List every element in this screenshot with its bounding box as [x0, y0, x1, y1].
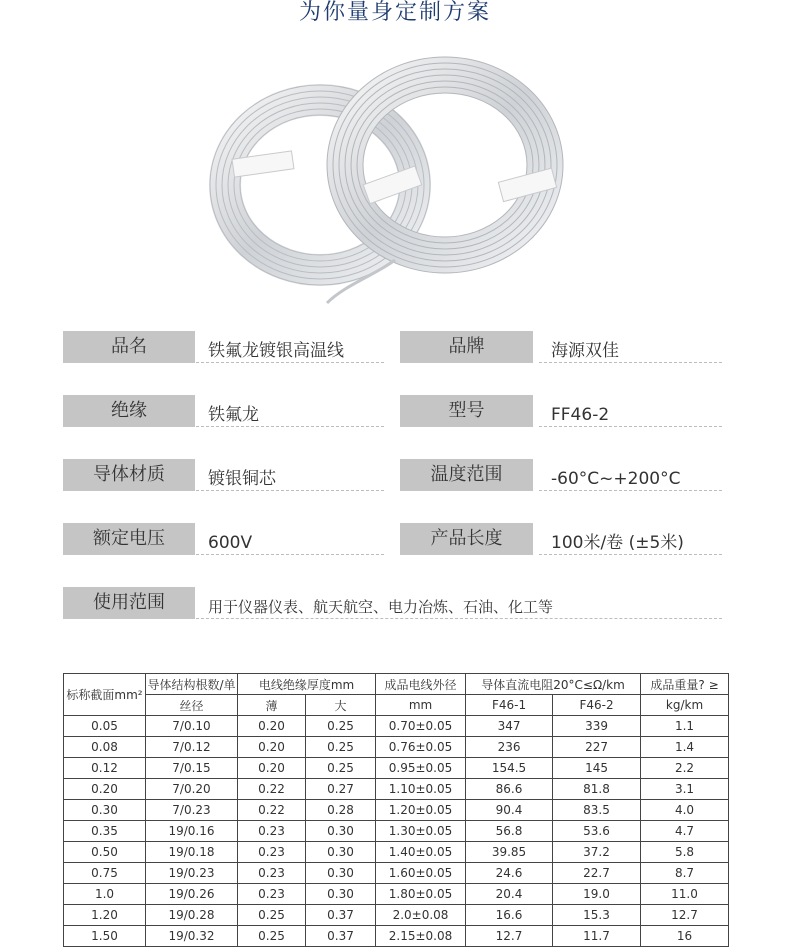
table-cell: 19.0	[553, 884, 641, 905]
table-cell: 19/0.18	[146, 842, 238, 863]
table-cell: 3.1	[641, 779, 729, 800]
table-cell: 5.8	[641, 842, 729, 863]
table-cell: 154.5	[466, 758, 553, 779]
table-cell: 16	[641, 926, 729, 947]
table-cell: 0.27	[306, 779, 376, 800]
table-cell: 4.7	[641, 821, 729, 842]
table-cell: 0.08	[64, 737, 146, 758]
table-row	[64, 905, 729, 926]
header-f46-1: F46-1	[466, 695, 553, 716]
table-cell: 0.30	[306, 884, 376, 905]
table-cell: 0.12	[64, 758, 146, 779]
table-cell: 15.3	[553, 905, 641, 926]
table-cell: 0.50	[64, 842, 146, 863]
header-f46-2: F46-2	[553, 695, 641, 716]
spec-value-model: FF46-2	[539, 395, 722, 427]
table-cell: 7/0.12	[146, 737, 238, 758]
table-cell: 12.7	[641, 905, 729, 926]
header-outer-diameter: 成品电线外径	[376, 674, 466, 695]
table-cell: 0.22	[238, 800, 306, 821]
table-cell: 19/0.23	[146, 863, 238, 884]
table-cell: 0.28	[306, 800, 376, 821]
table-cell: 1.50	[64, 926, 146, 947]
spec-table-body	[64, 716, 729, 947]
wire-coil-image	[205, 45, 585, 315]
table-cell: 56.8	[466, 821, 553, 842]
table-cell: 22.7	[553, 863, 641, 884]
table-cell: 16.6	[466, 905, 553, 926]
table-cell: 0.25	[306, 758, 376, 779]
spec-label-length: 产品长度	[400, 523, 533, 555]
table-cell: 2.15±0.08	[376, 926, 466, 947]
table-cell: 1.0	[64, 884, 146, 905]
spec-value-insulation: 铁氟龙	[196, 395, 384, 427]
table-cell: 7/0.15	[146, 758, 238, 779]
spec-label-insulation: 绝缘	[63, 395, 195, 427]
table-row	[64, 926, 729, 947]
table-cell: 0.95±0.05	[376, 758, 466, 779]
spec-label-product-name: 品名	[63, 331, 195, 363]
table-row	[64, 716, 729, 737]
table-cell: 86.6	[466, 779, 553, 800]
table-cell: 0.37	[306, 926, 376, 947]
spec-value-voltage: 600V	[196, 523, 384, 555]
table-cell: 0.75	[64, 863, 146, 884]
table-cell: 0.23	[238, 863, 306, 884]
table-cell: 1.40±0.05	[376, 842, 466, 863]
table-cell: 0.30	[64, 800, 146, 821]
spec-label-brand: 品牌	[400, 331, 533, 363]
table-cell: 145	[553, 758, 641, 779]
table-cell: 0.23	[238, 821, 306, 842]
table-cell: 0.23	[238, 884, 306, 905]
spec-value-length: 100米/卷 (±5米)	[539, 523, 722, 555]
header-structure: 导体结构根数/单	[146, 674, 238, 695]
spec-label-conductor: 导体材质	[63, 459, 195, 491]
page-title: 为你量身定制方案	[298, 0, 491, 25]
table-cell: 24.6	[466, 863, 553, 884]
table-row	[64, 800, 729, 821]
table-cell: 1.60±0.05	[376, 863, 466, 884]
header-thin: 薄	[238, 695, 306, 716]
header-outer-diameter-unit: mm	[376, 695, 466, 716]
table-row	[64, 758, 729, 779]
table-cell: 19/0.28	[146, 905, 238, 926]
spec-value-temperature: -60°C~+200°C	[539, 459, 722, 491]
header-weight-unit: kg/km	[641, 695, 729, 716]
table-cell: 7/0.23	[146, 800, 238, 821]
header-resistance: 导体直流电阻20°C≤Ω/km	[466, 674, 641, 695]
table-cell: 7/0.10	[146, 716, 238, 737]
table-cell: 0.20	[238, 737, 306, 758]
table-cell: 11.7	[553, 926, 641, 947]
header-weight: 成品重量? ≥	[641, 674, 729, 695]
table-cell: 0.05	[64, 716, 146, 737]
table-cell: 1.20±0.05	[376, 800, 466, 821]
table-cell: 0.37	[306, 905, 376, 926]
table-cell: 7/0.20	[146, 779, 238, 800]
table-cell: 0.20	[238, 758, 306, 779]
spec-label-model: 型号	[400, 395, 533, 427]
table-cell: 12.7	[466, 926, 553, 947]
table-cell: 0.20	[238, 716, 306, 737]
table-cell: 2.0±0.08	[376, 905, 466, 926]
table-cell: 81.8	[553, 779, 641, 800]
header-thick: 大	[306, 695, 376, 716]
table-cell: 0.35	[64, 821, 146, 842]
table-cell: 1.1	[641, 716, 729, 737]
spec-label-usage: 使用范围	[63, 587, 195, 619]
table-cell: 11.0	[641, 884, 729, 905]
table-cell: 0.30	[306, 863, 376, 884]
table-cell: 0.22	[238, 779, 306, 800]
table-row	[64, 821, 729, 842]
table-cell: 0.30	[306, 821, 376, 842]
table-cell: 19/0.16	[146, 821, 238, 842]
table-row	[64, 884, 729, 905]
table-cell: 8.7	[641, 863, 729, 884]
table-cell: 0.25	[238, 926, 306, 947]
header-insulation: 电线绝缘厚度mm	[238, 674, 376, 695]
table-cell: 0.25	[306, 716, 376, 737]
table-cell: 19/0.32	[146, 926, 238, 947]
table-cell: 227	[553, 737, 641, 758]
table-row	[64, 842, 729, 863]
table-cell: 236	[466, 737, 553, 758]
table-cell: 1.30±0.05	[376, 821, 466, 842]
spec-value-product-name: 铁氟龙镀银高温线	[196, 331, 384, 363]
table-cell: 0.30	[306, 842, 376, 863]
spec-value-conductor: 镀银铜芯	[196, 459, 384, 491]
table-row	[64, 779, 729, 800]
header-structure-sub: 丝径	[146, 695, 238, 716]
spec-table	[63, 673, 729, 947]
table-cell: 0.25	[306, 737, 376, 758]
spec-label-temperature: 温度范围	[400, 459, 533, 491]
table-cell: 39.85	[466, 842, 553, 863]
table-cell: 1.4	[641, 737, 729, 758]
table-cell: 83.5	[553, 800, 641, 821]
table-cell: 20.4	[466, 884, 553, 905]
table-cell: 0.70±0.05	[376, 716, 466, 737]
table-cell: 1.20	[64, 905, 146, 926]
table-cell: 4.0	[641, 800, 729, 821]
spec-label-voltage: 额定电压	[63, 523, 195, 555]
table-cell: 0.23	[238, 842, 306, 863]
table-cell: 0.20	[64, 779, 146, 800]
table-cell: 1.80±0.05	[376, 884, 466, 905]
spec-value-usage: 用于仪器仪表、航天航空、电力冶炼、石油、化工等	[196, 587, 722, 619]
table-cell: 2.2	[641, 758, 729, 779]
table-cell: 1.10±0.05	[376, 779, 466, 800]
table-cell: 0.25	[238, 905, 306, 926]
table-cell: 0.76±0.05	[376, 737, 466, 758]
table-cell: 53.6	[553, 821, 641, 842]
table-cell: 37.2	[553, 842, 641, 863]
table-cell: 347	[466, 716, 553, 737]
header-section: 标称截面mm²	[64, 674, 146, 716]
table-row	[64, 863, 729, 884]
table-row	[64, 737, 729, 758]
spec-value-brand: 海源双佳	[539, 331, 722, 363]
table-cell: 339	[553, 716, 641, 737]
table-cell: 19/0.26	[146, 884, 238, 905]
table-cell: 90.4	[466, 800, 553, 821]
